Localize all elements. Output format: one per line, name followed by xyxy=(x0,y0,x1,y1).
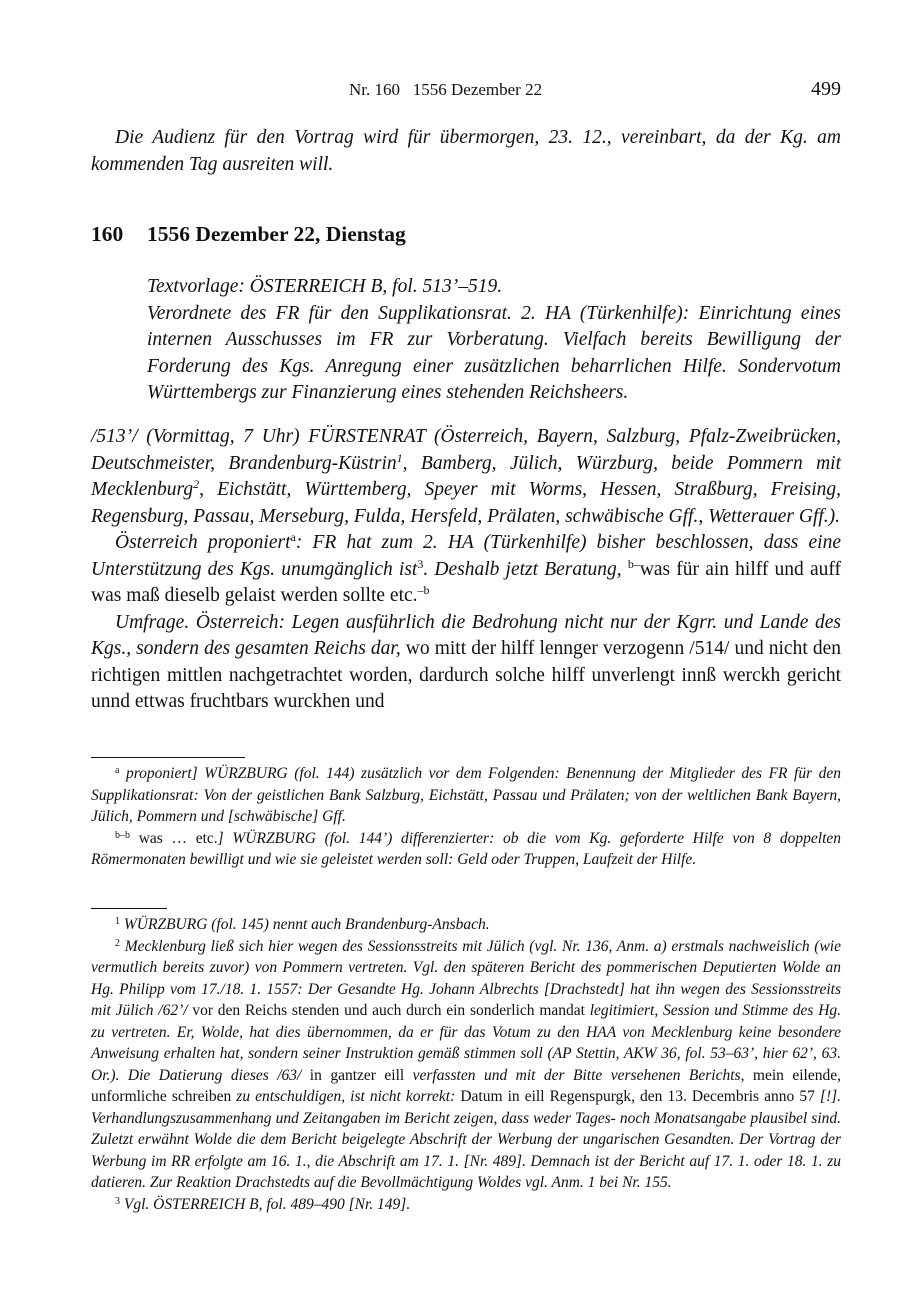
footnote xyxy=(91,1194,841,1216)
page-number: 499 xyxy=(811,78,841,100)
footnote-ref[interactable]: 2 xyxy=(193,477,200,491)
text-run: . Deshalb jetzt Beratung, xyxy=(423,558,628,580)
footnote-text: Vgl. ÖSTERREICH B, fol. 489–490 [Nr. 149]. xyxy=(123,1195,411,1213)
text-run: , Bamberg, Jülich, Würzburg, beide Pommern mit Mecklenburg xyxy=(91,452,841,500)
quoted-source-text: wo mitt der hilff lennger verzogenn /514/ und nicht den richtigen mittlen nachgetrachtet worden, dardurch solche hilff unverlengt innß werckh gericht unnd ettwas fruchtbars wurckhen und xyxy=(91,638,841,712)
body-paragraph xyxy=(91,424,841,530)
footnote-text: WÜRZBURG (fol. 145) nennt auch Brandenburg-Ansbach. xyxy=(123,916,490,933)
footnote-ref[interactable]: 1 xyxy=(396,450,403,465)
text-run: legitimiert, Session und Stimme des Hg. zu vertreten. Er, Wolde, hat dies übernommen, da er für das Votum zu den HAA von Mecklenburg keine besondere Anweisung erhalten hat, sondern seiner Instruktion gemäß stimmen soll (AP Stettin, AKW 36, fol. 53–63’, hier 62’, 63. Or.). Die Datierung dieses /63/ xyxy=(91,1002,842,1084)
text-run: verfassten und mit der Bitte versehenen Berichts, xyxy=(412,1066,745,1084)
running-head xyxy=(91,80,841,104)
textnote-ref[interactable]: a xyxy=(290,530,296,544)
textnote-lemma: was … etc. xyxy=(138,829,218,847)
textnote-text: proponiert] WÜRZBURG (fol. 144) zusätzlich vor dem Folgenden: Benennung der Mitglieder des FR für den Supplikationsrat: Von der geistlichen Bank Salzburg, Eichstätt, Passau und Prälaten; von der weltlichen Bank Bayern, Jülich, Pommern und [schwäbische] Gff. xyxy=(91,765,841,825)
running-head-title: Nr. 160 1556 Dezember 22 xyxy=(349,80,543,99)
quoted-source-text: in gantzer eill xyxy=(301,1066,413,1084)
text-run: : FR hat zum 2. HA (Türkenhilfe) bisher beschlossen, dass eine Unterstützung des Kgs. unumgänglich ist xyxy=(91,532,841,580)
textnotes xyxy=(91,763,841,871)
footnotes xyxy=(91,914,841,1215)
textnote xyxy=(91,763,841,828)
document-heading xyxy=(91,222,406,247)
text-run: Österreich proponiert xyxy=(115,532,291,553)
footnote-mark: 2 xyxy=(115,937,120,949)
footnote xyxy=(91,914,841,936)
textnote-mark: a xyxy=(115,765,120,776)
body-paragraph xyxy=(91,610,841,716)
textnotes-divider xyxy=(91,757,245,758)
quoted-source-text: was für ain hilff und auff was maß dieselb gelaist werden sollte etc. xyxy=(91,558,841,606)
body-paragraph xyxy=(91,530,841,610)
body-text xyxy=(91,424,841,716)
summary-text: Verordnete des FR für den Supplikationsrat. 2. HA (Türkenhilfe): Einrichtung eines internen Ausschusses im FR zur Vorberatung. Vielfach bereits Bewilligung der Forderung des Kgs. Anregung einer zusätzlichen beharrlichen Hilfe. Sondervotum Württembergs zur Finanzierung eines stehenden Reichsheers. xyxy=(147,302,841,403)
textnote-ref[interactable]: b– xyxy=(627,556,640,571)
footnote-mark: 3 xyxy=(115,1195,120,1207)
text-run: [!]. Verhandlungszusammenhang und Zeitangaben im Bericht zeigen, dass weder Tages- noch Monatsangabe plausibel sind. Zuletzt erwähnt Wolde die dem Bericht beigelegte Abschrift der Werbung der ungarischen Gesandten. Der Vortrag der Werbung im RR erfolgte am 16. 1., die Abschrift am 17. 1. [Nr. 489]. Demnach ist der Bericht auf 17. 1. oder 18. 1. zu datieren. Zur Reaktion Drachstedts auf die Bevollmächtigung Woldes vgl. Anm. 1 bei Nr. 155. xyxy=(91,1088,842,1191)
quoted-source-text: mein eilende, unformliche schreiben xyxy=(91,1066,842,1105)
text-run: /513’/ (Vormittag, 7 Uhr) FÜRSTENRAT (Österreich, Bayern, Salzburg, Pfalz-Zweibrücken, Deutschmeister, Brandenburg-Küstrin xyxy=(91,426,841,474)
textnote-text: ] WÜRZBURG (fol. 144’) differenzierter: ob die vom Kg. geforderte Hilfe von 8 doppelten Römermonaten bewilligt und wie sie geleistet werden soll: Geld oder Truppen, Laufzeit der Hilfe. xyxy=(91,829,842,868)
document-date: 1556 Dezember 22, Dienstag xyxy=(147,222,406,246)
footnote-ref[interactable]: 3 xyxy=(417,556,424,571)
textvorlage: Textvorlage: ÖSTERREICH B, fol. 513’–519. xyxy=(147,276,503,297)
text-run: zu entschuldigen, ist nicht korrekt: xyxy=(236,1088,456,1105)
footnote-mark: 1 xyxy=(115,916,120,927)
intro-paragraph: Die Audienz für den Vortrag wird für übermorgen, 23. 12., vereinbart, da der Kg. am kommenden Tag ausreiten will. xyxy=(91,127,841,175)
quoted-source-text: vor den Reichs stenden und auch durch ein sonderlich mandat xyxy=(187,1002,590,1019)
text-run: Mecklenburg ließ sich hier wegen des Sessionsstreits mit Jülich (vgl. Nr. 136, Anm. a) erstmals nachweislich (wie vermutlich bereits zuvor) von Pommern vertreten. Vgl. den späteren Bericht des pommerischen Deputierten Wolde an Hg. Philipp vom 17./18. 1. 1557: Der Gesandte Hg. Johann Albrechts [Drachstedt] hat ihn wegen des Sessionsstreits mit Jülich /62’/ xyxy=(91,937,841,1019)
text-run: Umfrage. Österreich: Legen ausführlich die Bedrohung nicht nur der Kgrr. und Lande des Kgs., sondern des gesamten Reichs dar, xyxy=(91,611,841,659)
footnote xyxy=(91,936,841,1194)
textnote xyxy=(91,828,841,871)
document-summary xyxy=(147,274,841,407)
textnote-mark: b–b xyxy=(115,829,130,841)
textnote-ref[interactable]: –b xyxy=(417,583,430,597)
document-number: 160 xyxy=(91,222,124,246)
quoted-source-text: Datum in eill Regenspurgk, den 13. Decembris anno 57 xyxy=(455,1088,820,1105)
text-run: , Eichstätt, Württemberg, Speyer mit Worms, Hessen, Straßburg, Freising, Regensburg, Passau, Merseburg, Fulda, Hersfeld, Prälaten, schwäbische Gff., Wetterauer Gff.). xyxy=(91,479,841,527)
footnotes-divider xyxy=(91,908,167,909)
